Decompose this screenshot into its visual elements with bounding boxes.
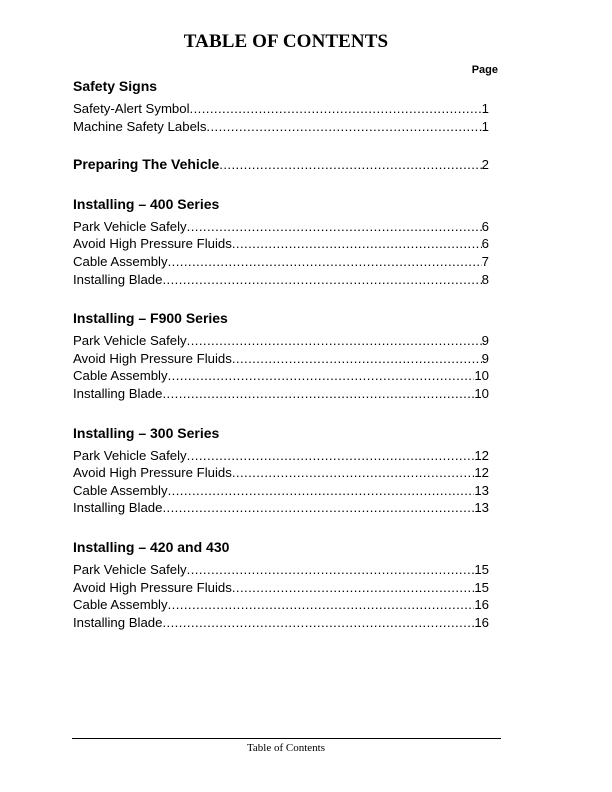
toc-entry-page-number: 7	[481, 253, 489, 269]
toc-section	[73, 424, 489, 517]
dot-leader	[187, 561, 475, 579]
toc-entry[interactable]	[73, 332, 489, 350]
dot-leader	[232, 235, 482, 253]
footer-divider	[72, 738, 501, 739]
dot-leader	[168, 482, 475, 500]
dot-leader	[162, 499, 474, 517]
toc-entry-label: Cable Assembly	[73, 253, 168, 269]
toc-entry-label: Cable Assembly	[73, 597, 168, 613]
toc-entry-page-number: 16	[474, 614, 489, 630]
toc-entry-page-number: 13	[474, 482, 489, 498]
dot-leader	[219, 156, 481, 174]
dot-leader	[232, 579, 475, 597]
toc-entry[interactable]	[73, 447, 489, 465]
dot-leader	[168, 596, 475, 614]
toc-section	[73, 156, 489, 174]
page-footer: Table of Contents	[246, 742, 326, 754]
toc-section	[73, 195, 489, 288]
toc-section-heading: Installing – 420 and 430	[73, 538, 230, 555]
toc-entry[interactable]	[73, 614, 489, 632]
toc-entry[interactable]	[73, 367, 489, 385]
toc-entry-label: Installing Blade	[73, 271, 163, 287]
toc-entry-label: Safety-Alert Symbol	[73, 101, 190, 116]
dot-leader	[168, 253, 482, 271]
dot-leader	[187, 218, 482, 236]
toc-entry-page-number: 12	[474, 447, 489, 463]
toc-entry-label: Avoid High Pressure Fluids	[73, 465, 232, 481]
toc-entry[interactable]	[73, 499, 489, 517]
toc-section-heading: Installing – F900 Series	[73, 310, 228, 327]
toc-entry[interactable]	[73, 350, 489, 368]
toc-entry-page-number: 1	[481, 118, 489, 134]
dot-leader	[206, 118, 481, 136]
toc-entry-page-number: 12	[474, 465, 489, 481]
toc-entry-page-number: 2	[481, 157, 489, 173]
dot-leader	[187, 447, 475, 465]
dot-leader	[162, 385, 474, 403]
toc-entry[interactable]	[73, 579, 489, 597]
toc-entry-label: Park Vehicle Safely	[73, 447, 187, 463]
toc-entry-label: Machine Safety Labels	[73, 118, 207, 134]
toc-entry-label: Cable Assembly	[73, 482, 168, 498]
toc-section	[73, 309, 489, 402]
toc-entry-label: Preparing The Vehicle	[73, 156, 220, 173]
toc-entry-page-number: 9	[481, 350, 489, 366]
toc-entry-label: Park Vehicle Safely	[73, 561, 187, 577]
toc-section-heading: Safety Signs	[73, 78, 158, 94]
dot-leader	[190, 100, 482, 118]
toc-section	[73, 538, 489, 631]
toc-entry-label: Park Vehicle Safely	[73, 333, 187, 349]
toc-entry-label: Cable Assembly	[73, 368, 168, 384]
toc-entry[interactable]	[73, 482, 489, 500]
toc-entry[interactable]	[73, 596, 489, 614]
page-title: TABLE OF CONTENTS	[183, 31, 389, 52]
dot-leader	[162, 614, 474, 632]
toc-entry-label: Installing Blade	[73, 385, 163, 401]
toc-entry[interactable]	[73, 385, 489, 403]
toc-entry-page-number: 10	[474, 368, 489, 384]
toc-entry-page-number: 9	[481, 333, 489, 349]
toc-entry-page-number: 13	[474, 500, 489, 516]
toc-entry[interactable]	[73, 218, 489, 236]
toc-entry[interactable]	[73, 235, 489, 253]
toc-entry[interactable]	[73, 118, 489, 136]
toc-section-heading: Installing – 300 Series	[73, 424, 220, 441]
toc-entry-page-number: 10	[474, 385, 489, 401]
dot-leader	[168, 367, 475, 385]
toc-entry-page-number: 15	[474, 579, 489, 595]
dot-leader	[187, 332, 482, 350]
page-column-label: Page	[471, 64, 498, 76]
table-of-contents	[73, 77, 489, 652]
toc-entry-label: Avoid High Pressure Fluids	[73, 350, 232, 366]
toc-entry-page-number: 1	[481, 101, 489, 116]
toc-section	[73, 77, 489, 135]
toc-entry-page-number: 6	[481, 236, 489, 252]
toc-entry-label: Park Vehicle Safely	[73, 218, 187, 234]
toc-entry-label: Avoid High Pressure Fluids	[73, 236, 232, 252]
dot-leader	[232, 464, 475, 482]
toc-entry-label: Installing Blade	[73, 500, 163, 516]
toc-entry[interactable]	[73, 271, 489, 289]
toc-entry-page-number: 15	[474, 561, 489, 577]
dot-leader	[162, 271, 481, 289]
toc-entry[interactable]	[73, 561, 489, 579]
toc-section-heading: Installing – 400 Series	[73, 195, 220, 212]
toc-entry-label: Installing Blade	[73, 614, 163, 630]
toc-entry[interactable]	[73, 253, 489, 271]
toc-entry-label: Avoid High Pressure Fluids	[73, 579, 232, 595]
toc-entry[interactable]	[73, 464, 489, 482]
toc-entry-page-number: 6	[481, 218, 489, 234]
toc-entry-page-number: 16	[474, 597, 489, 613]
toc-entry-page-number: 8	[481, 271, 489, 287]
toc-entry[interactable]	[73, 156, 489, 174]
toc-entry[interactable]	[73, 100, 489, 118]
dot-leader	[232, 350, 482, 368]
